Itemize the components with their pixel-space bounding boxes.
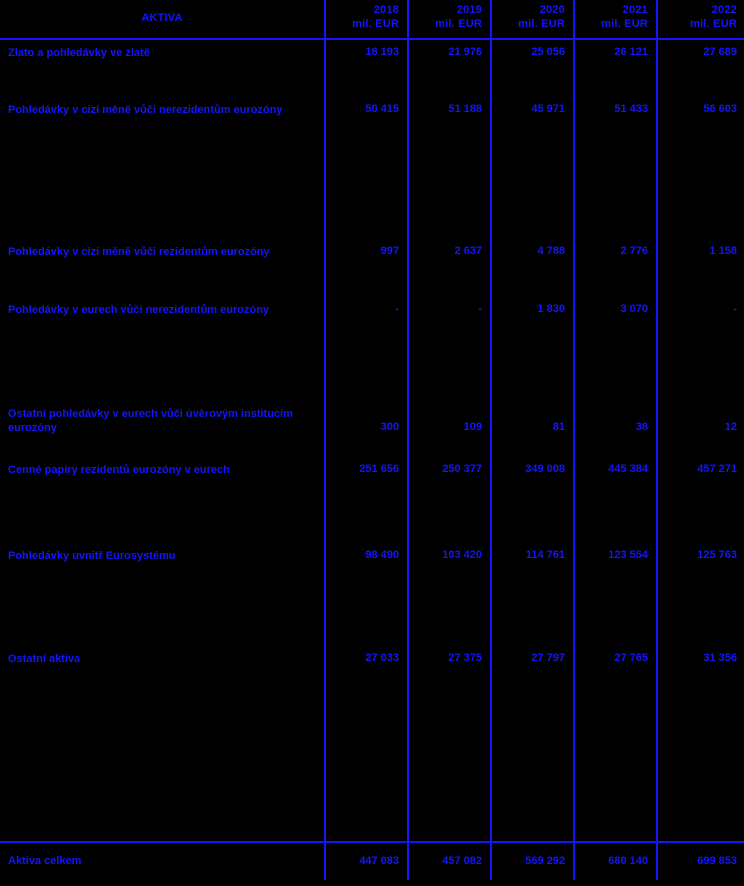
row-value-2021: 26 121: [574, 39, 657, 97]
row-value-2019: 109: [408, 385, 491, 457]
total-row: [0, 842, 744, 880]
row-value-2021: 123 554: [574, 543, 657, 646]
row-value-2018: 27 033: [325, 646, 408, 842]
row-value-2018: 98 490: [325, 543, 408, 646]
row-value-2018: 50 415: [325, 97, 408, 239]
row-value-2019: 103 420: [408, 543, 491, 646]
column-header-2022-year: 2022: [711, 4, 737, 16]
row-value-2022: 27 689: [657, 39, 744, 97]
column-header-2020-year: 2020: [539, 4, 565, 16]
row-label: Pohledávky v eurech vůči nerezidentům eurozóny: [8, 303, 270, 316]
column-header-2019: [408, 0, 491, 39]
row-label: Zlato a pohledávky ve zlatě: [8, 46, 150, 59]
row-value-2021: 38: [574, 385, 657, 457]
row-value-2021: 2 776: [574, 239, 657, 297]
column-header-assets: AKTIVA: [141, 11, 183, 24]
total-value-2020: 569 292: [491, 842, 574, 880]
column-header-2018: [325, 0, 408, 39]
row-label: Pohledávky v cizí měně vůči nerezidentům eurozóny: [8, 103, 283, 116]
row-value-2020: 1 830: [491, 297, 574, 385]
row-value-2022: 56 603: [657, 97, 744, 239]
row-value-2022: 125 763: [657, 543, 744, 646]
row-label: Pohledávky v cizí měně vůči rezidentům eurozóny: [8, 245, 270, 258]
row-value-2019: -: [408, 297, 491, 385]
total-label: Aktiva celkem: [0, 842, 325, 880]
table-row: [0, 457, 744, 543]
column-header-2019-unit: mil. EUR: [435, 17, 482, 30]
row-label: Cenné papíry rezidentů eurozóny v eurech: [8, 463, 230, 476]
row-value-2020: 45 971: [491, 97, 574, 239]
table-row: [0, 385, 744, 457]
column-header-2020: [491, 0, 574, 39]
table-row: [0, 297, 744, 385]
total-value-2022: 699 853: [657, 842, 744, 880]
row-value-2020: 81: [491, 385, 574, 457]
column-header-2019-year: 2019: [456, 4, 482, 16]
row-value-2018: 18 193: [325, 39, 408, 97]
row-value-2022: 1 158: [657, 239, 744, 297]
column-header-2020-unit: mil. EUR: [518, 17, 565, 30]
total-value-2018: 447 083: [325, 842, 408, 880]
column-header-2022: [657, 0, 744, 39]
row-value-2022: 12: [657, 385, 744, 457]
table-row: [0, 97, 744, 239]
total-value-2021: 680 140: [574, 842, 657, 880]
row-value-2018: 997: [325, 239, 408, 297]
table-row: [0, 39, 744, 97]
table-row: [0, 543, 744, 646]
row-value-2020: 114 761: [491, 543, 574, 646]
column-header-2021: [574, 0, 657, 39]
row-value-2020: 27 797: [491, 646, 574, 842]
row-value-2021: 51 433: [574, 97, 657, 239]
row-value-2022: 31 356: [657, 646, 744, 842]
table-row: [0, 646, 744, 842]
row-value-2020: 4 788: [491, 239, 574, 297]
table-header: [0, 0, 744, 39]
row-value-2018: -: [325, 297, 408, 385]
row-label: Ostatní aktiva: [8, 652, 81, 665]
row-value-2020: 349 008: [491, 457, 574, 543]
header-row: [0, 0, 744, 39]
row-label: Ostatní pohledávky v eurech vůči úvěrovým institucím eurozóny: [8, 407, 293, 435]
row-value-2018: 251 656: [325, 457, 408, 543]
table-footer: [0, 842, 744, 880]
row-value-2019: 250 377: [408, 457, 491, 543]
row-value-2018: 300: [325, 385, 408, 457]
table-row: [0, 239, 744, 297]
row-value-2019: 2 637: [408, 239, 491, 297]
row-value-2022: 457 271: [657, 457, 744, 543]
row-value-2022: -: [657, 297, 744, 385]
row-value-2020: 25 056: [491, 39, 574, 97]
row-value-2021: 27 765: [574, 646, 657, 842]
row-value-2021: 3 070: [574, 297, 657, 385]
row-value-2019: 51 188: [408, 97, 491, 239]
table-body: [0, 39, 744, 842]
column-header-2022-unit: mil. EUR: [690, 17, 737, 30]
column-header-2021-unit: mil. EUR: [601, 17, 648, 30]
column-header-2018-unit: mil. EUR: [352, 17, 399, 30]
column-header-2021-year: 2021: [622, 4, 648, 16]
row-label: Pohledávky uvnitř Eurosystému: [8, 549, 176, 562]
row-value-2021: 445 384: [574, 457, 657, 543]
row-value-2019: 21 976: [408, 39, 491, 97]
column-header-2018-year: 2018: [373, 4, 399, 16]
total-value-2019: 457 082: [408, 842, 491, 880]
row-value-2019: 27 375: [408, 646, 491, 842]
